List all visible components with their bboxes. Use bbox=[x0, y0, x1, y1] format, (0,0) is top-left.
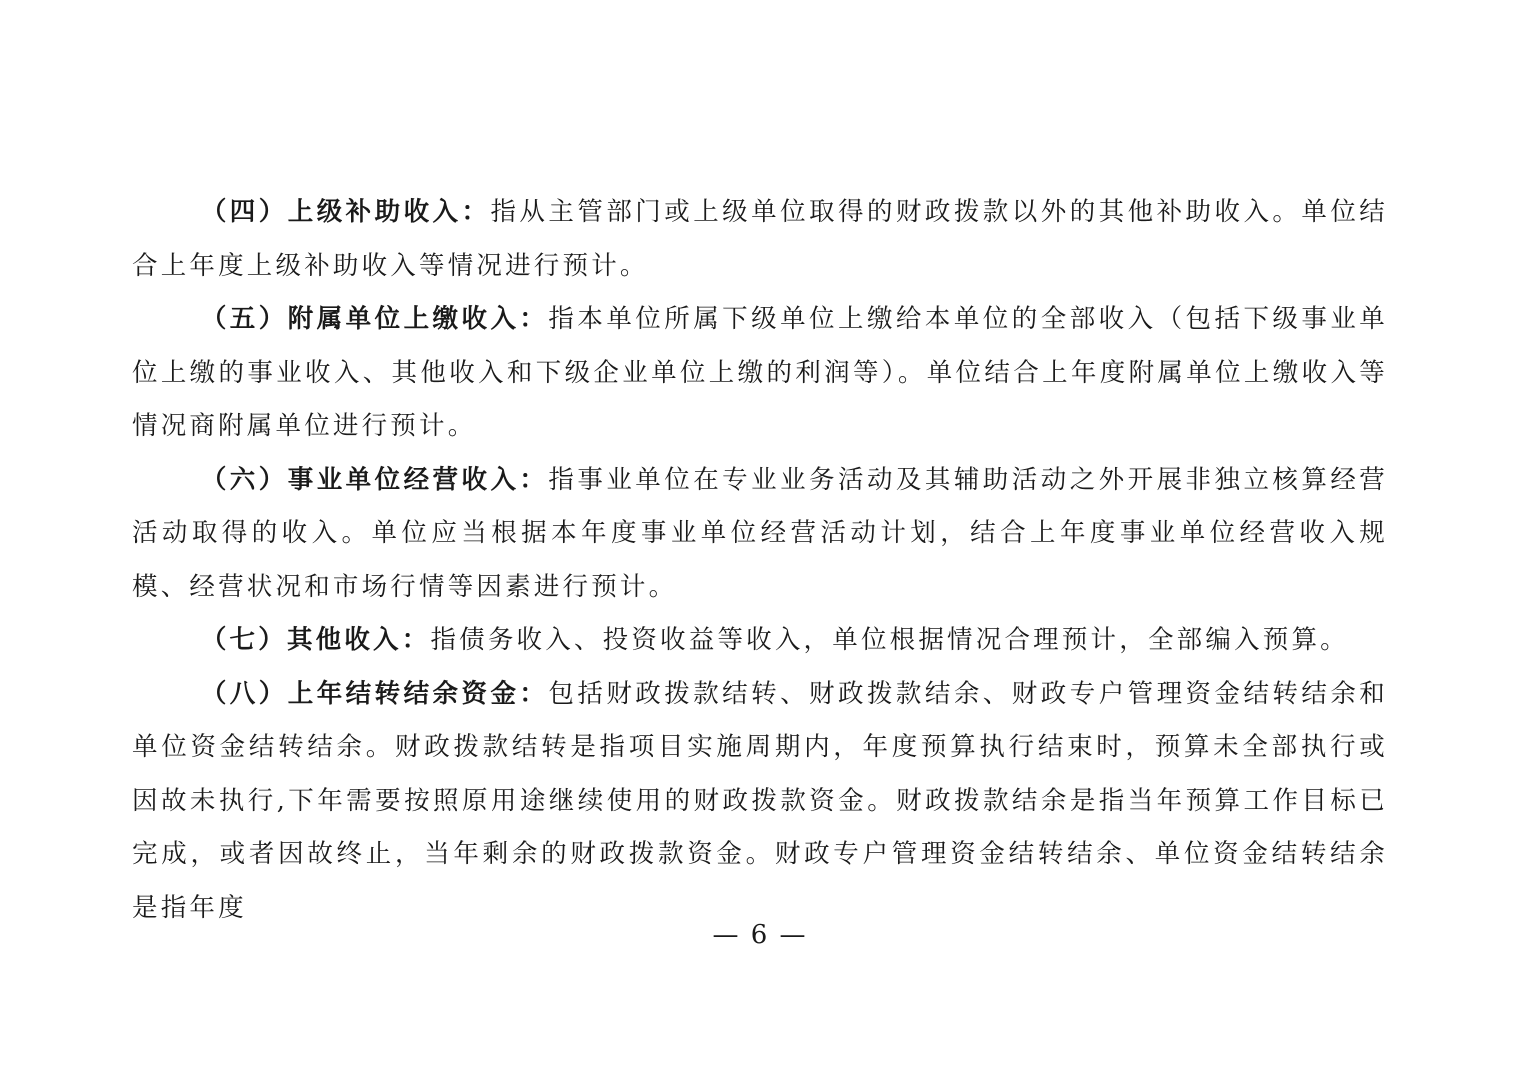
paragraph-text: 指债务收入、投资收益等收入，单位根据情况合理预计，全部编入预算。 bbox=[430, 625, 1349, 655]
paragraph-term: （七）其他收入： bbox=[200, 625, 431, 655]
paragraph-affiliated-unit-income bbox=[132, 293, 1388, 454]
paragraph-text: 指事业单位在专业业务活动及其辅助活动之外开展非独立核算经营活动取得的收入。单位应当根据本年度事业单位经营活动计划，结合上年度事业单位经营收入规模、经营状况和市场行情等因素进行预计。 bbox=[132, 464, 1388, 602]
page-number: — 6 — bbox=[712, 920, 808, 950]
paragraph-term: （五）附属单位上缴收入： bbox=[200, 304, 549, 334]
paragraph-term: （四）上级补助收入： bbox=[200, 197, 491, 227]
paragraph-text: 指从主管部门或上级单位取得的财政拨款以外的其他补助收入。单位结合上年度上级补助收入等情况进行预计。 bbox=[132, 197, 1388, 281]
paragraph-text: 包括财政拨款结转、财政拨款结余、财政专户管理资金结转结余和单位资金结转结余。财政拨款结转是指项目实施周期内，年度预算执行结束时，预算未全部执行或因故未执行,下年需要按照原用途继续使用的财政拨款资金。财政拨款结余是指当年预算工作目标已完成，或者因故终止，当年剩余的财政拨款资金。财政专户管理资金结转结余、单位资金结转结余是指年度 bbox=[132, 678, 1388, 923]
paragraph-carryover-funds bbox=[132, 668, 1388, 936]
document-body bbox=[132, 186, 1388, 935]
paragraph-business-operating-income bbox=[132, 454, 1388, 615]
paragraph-superior-subsidy-income bbox=[132, 186, 1388, 293]
paragraph-term: （八）上年结转结余资金： bbox=[200, 678, 549, 709]
paragraph-other-income bbox=[132, 614, 1388, 668]
paragraph-term: （六）事业单位经营收入： bbox=[200, 464, 549, 495]
paragraph-text: 指本单位所属下级单位上缴给本单位的全部收入（包括下级事业单位上缴的事业收入、其他收入和下级企业单位上缴的利润等）。单位结合上年度附属单位上缴收入等情况商附属单位进行预计。 bbox=[132, 304, 1388, 441]
